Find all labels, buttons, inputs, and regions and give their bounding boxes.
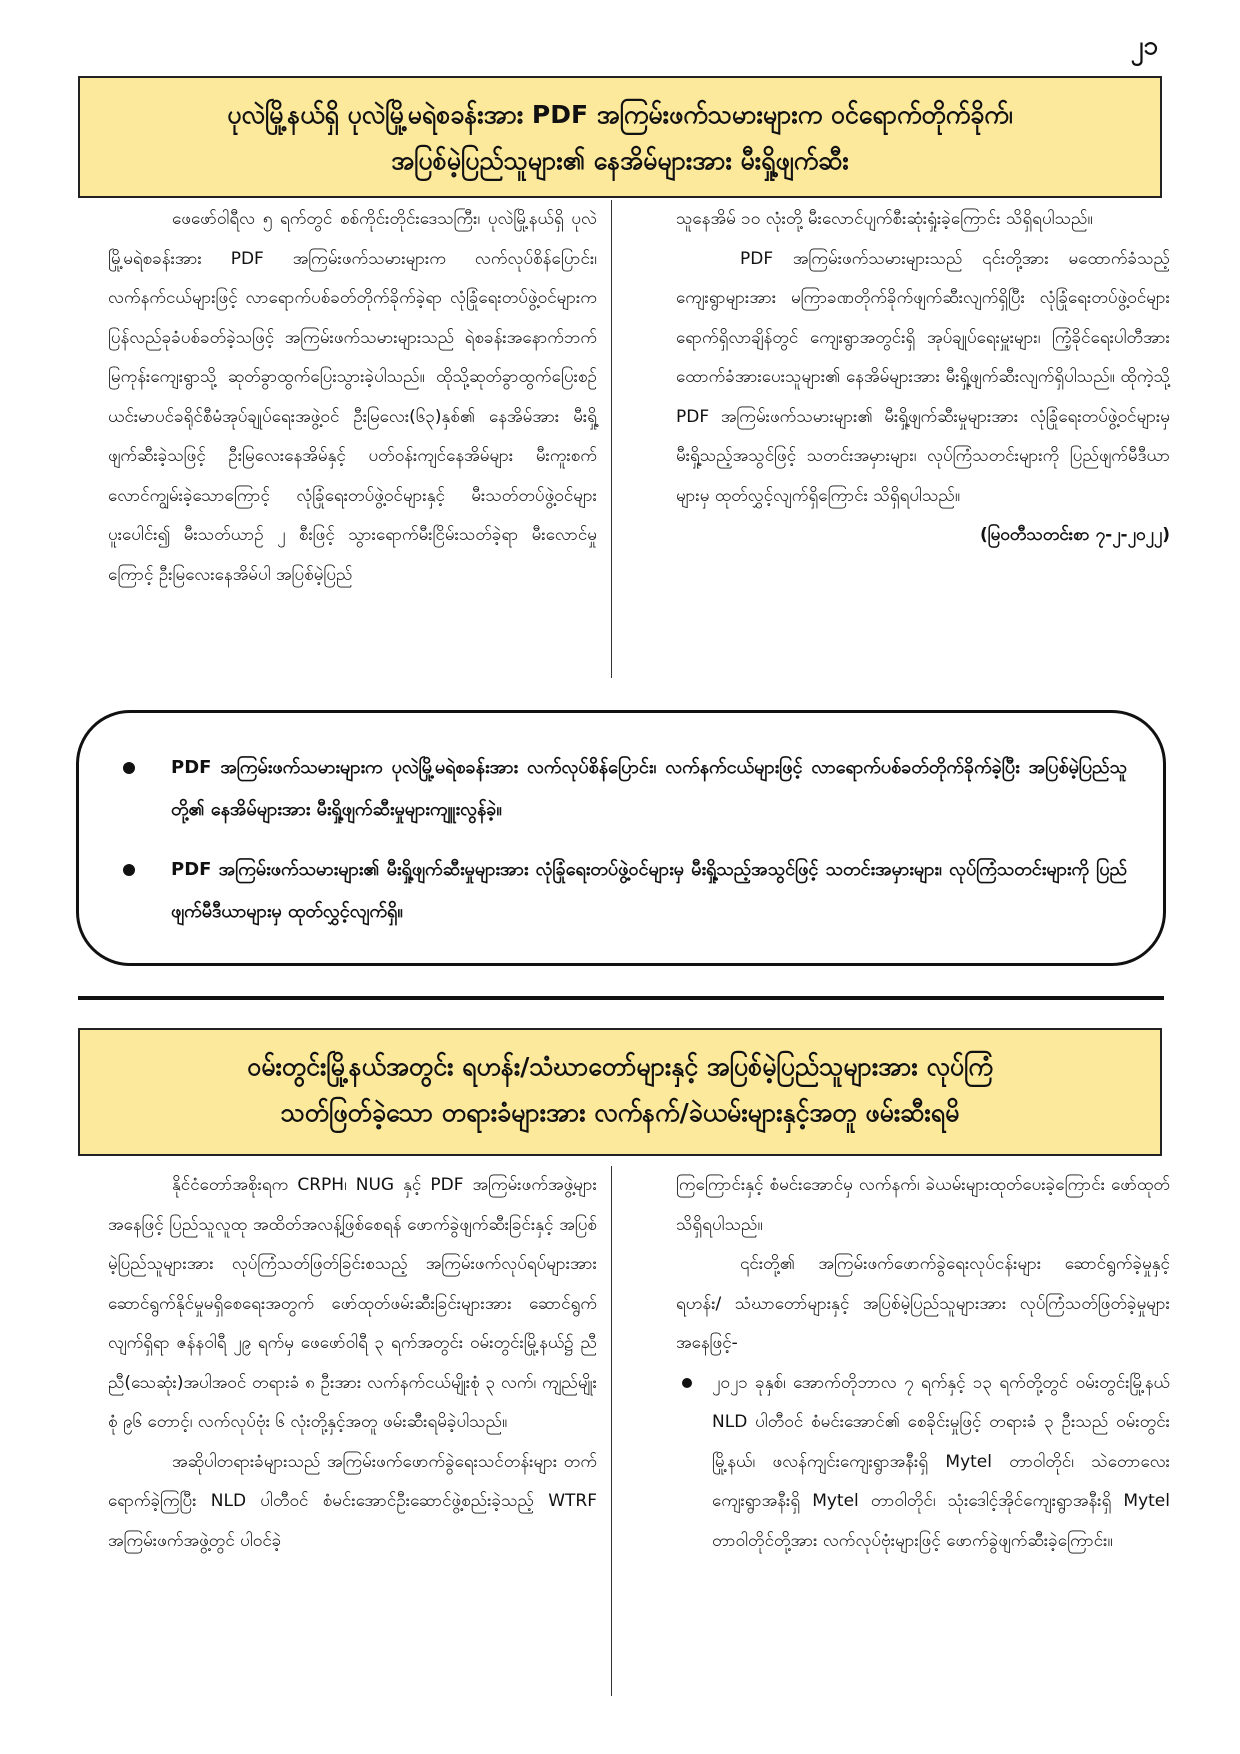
summary-item bbox=[115, 747, 1127, 831]
article2-paragraph: နိုင်ငံတော်အစိုးရက CRPH၊ NUG နှင့် PDF အကြမ်းဖက်အဖွဲ့များအနေဖြင့် ပြည်သူလူထု အထိတ်အလန့်ဖြစ်စေရန် ဖောက်ခွဲဖျက်ဆီးခြင်းနှင့် အပြစ်မဲ့ပြည်သူများအား လုပ်ကြံသတ်ဖြတ်ခြင်းစသည့် အကြမ်းဖက်လုပ်ရပ်များအား ဆောင်ရွက်နိုင်မှုမရှိစေရေးအတွက် ဖော်ထုတ်ဖမ်းဆီးခြင်းများအား ဆောင်ရွက်လျက်ရှိရာ ဇန်နဝါရီ ၂၉ ရက်မှ ဖေဖော်ဝါရီ ၃ ရက်အတွင်း ဝမ်းတွင်းမြို့နယ်၌ ညီညီ(သေဆုံး)အပါအဝင် တရားခံ ၈ ဦးအား လက်နက်ငယ်မျိုးစုံ ၃ လက်၊ ကျည်မျိုးစုံ ၉၆ တောင့်၊ လက်လုပ်ဗုံး ၆ လုံးတို့နှင့်အတူ ဖမ်းဆီးရမိခဲ့ပါသည်။ bbox=[108, 1175, 597, 1432]
article1-paragraph: ဖေဖော်ဝါရီလ ၅ ရက်တွင် စစ်ကိုင်းတိုင်းဒေသကြီး၊ ပုလဲမြို့နယ်ရှိ ပုလဲမြို့မရဲစခန်းအား PDF အကြမ်းဖက်သမားများက လက်လုပ်စိန်ပြောင်း၊ လက်နက်ငယ်များဖြင့် လာရောက်ပစ်ခတ်တိုက်ခိုက်ခဲ့ရာ လုံခြုံရေးတပ်ဖွဲ့ဝင်များက ပြန်လည်ခုခံပစ်ခတ်ခဲ့သဖြင့် အကြမ်းဖက်သမားများသည် ရဲစခန်းအနောက်ဘက် မြကုန်းကျေးရွာသို့ ဆုတ်ခွာထွက်ပြေးသွားခဲ့ပါသည်။ ထိုသို့ဆုတ်ခွာထွက်ပြေးစဉ် ယင်းမာပင်ခရိုင်စီမံအုပ်ချုပ်ရေးအဖွဲ့ဝင် ဦးမြလေး(၆၃)နှစ်၏ နေအိမ်အား မီးရှို့ဖျက်ဆီးခဲ့သဖြင့် ဦးမြလေးနေအိမ်နှင့် ပတ်ဝန်းကျင်နေအိမ်များ မီးကူးစက်လောင်ကျွမ်းခဲ့သောကြောင့် လုံခြုံရေးတပ်ဖွဲ့ဝင်များနှင့် မီးသတ်တပ်ဖွဲ့ဝင်များပူးပေါင်း၍ မီးသတ်ယာဉ် ၂ စီးဖြင့် သွားရောက်မီးငြိမ်းသတ်ခဲ့ရာ မီးလောင်မှုကြောင့် ဦးမြလေးနေအိမ်ပါ အပြစ်မဲ့ပြည် bbox=[108, 209, 597, 585]
article2-right-column bbox=[666, 1166, 1170, 1696]
article1-body bbox=[108, 200, 1170, 678]
article2-bullet-text: ၂၀၂၁ ခုနှစ်၊ အောက်တိုဘာလ ၇ ရက်နှင့် ၁၃ ရက်တို့တွင် ဝမ်းတွင်းမြို့နယ် NLD ပါတီဝင် စံမင်းအောင်၏ စေခိုင်းမှုဖြင့် တရားခံ ၃ ဦးသည် ဝမ်းတွင်းမြို့နယ်၊ ဖလန်ကျင်းကျေးရွာအနီးရှိ Mytel တာဝါတိုင်၊ သဲတောလေးကျေးရွာအနီးရှိ Mytel တာဝါတိုင်၊ သုံးဒေါင့်အိုင်ကျေးရွာအနီးရှိ Mytel တာဝါတိုင်တို့အား လက်လုပ်ဗုံးများဖြင့် ဖောက်ခွဲဖျက်ဆီးခဲ့ကြောင်း။ bbox=[712, 1372, 1170, 1551]
article1-title-line-1: ပုလဲမြို့နယ်ရှိ ပုလဲမြို့မရဲစခန်းအား PDF အကြမ်းဖက်သမားများက ဝင်ရောက်တိုက်ခိုက်၊ bbox=[227, 100, 1013, 129]
summary-item-text: PDF အကြမ်းဖက်သမားများ၏ မီးရှို့ဖျက်ဆီးမှုများအား လုံခြုံရေးတပ်ဖွဲ့ဝင်များမှ မီးရှို့သည့်အသွင်ဖြင့် သတင်းအမှားများ၊ လုပ်ကြံသတင်းများကို ပြည်ဖျက်မီဒီယာများမှ ထုတ်လွှင့်လျက်ရှိ။ bbox=[171, 859, 1127, 922]
article2-left-column bbox=[108, 1166, 612, 1696]
summary-list bbox=[115, 747, 1127, 933]
article1-left-column bbox=[108, 200, 612, 678]
article2-title-line-2: သတ်ဖြတ်ခဲ့သော တရားခံများအား လက်နက်/ခဲယမ်းများနှင့်အတူ ဖမ်းဆီးရမိ bbox=[280, 1098, 960, 1127]
bullet-icon bbox=[682, 1378, 692, 1388]
article1-paragraph: PDF အကြမ်းဖက်သမားများသည် ၎င်းတို့အား မထောက်ခံသည့် ကျေးရွာများအား မကြာခဏတိုက်ခိုက်ဖျက်ဆီးလျက်ရှိပြီး လုံခြုံရေးတပ်ဖွဲ့ဝင်များရောက်ရှိလာချိန်တွင် ကျေးရွာအတွင်းရှိ အုပ်ချုပ်ရေးမှူးများ၊ ကြံ့ခိုင်ရေးပါတီအားထောက်ခံအားပေးသူများ၏ နေအိမ်များအား မီးရှို့ဖျက်ဆီးလျက်ရှိပါသည်။ ထိုကဲ့သို့ PDF အကြမ်းဖက်သမားများ၏ မီးရှို့ဖျက်ဆီးမှုများအား လုံခြုံရေးတပ်ဖွဲ့ဝင်များမှ မီးရှို့သည့်အသွင်ဖြင့် သတင်းအမှားများ၊ လုပ်ကြံသတင်းများကို ပြည်ဖျက်မီဒီယာများမှ ထုတ်လွှင့်လျက်ရှိကြောင်း သိရှိရပါသည်။ bbox=[676, 248, 1170, 506]
article2-paragraph: ကြကြောင်းနှင့် စံမင်းအောင်မှ လက်နက်၊ ခဲယမ်းများထုတ်ပေးခဲ့ကြောင်း ဖော်ထုတ်သိရှိရပါသည်။ bbox=[676, 1175, 1170, 1235]
article1-source: (မြဝတီသတင်းစာ ၇-၂-၂၀၂၂) bbox=[979, 525, 1170, 545]
article2-title-box bbox=[78, 1028, 1162, 1156]
article2-paragraph: အဆိုပါတရားခံများသည် အကြမ်းဖက်ဖောက်ခွဲရေးသင်တန်းများ တက်ရောက်ခဲ့ကြပြီး NLD ပါတီဝင် စံမင်းအောင်ဦးဆောင်ဖွဲ့စည်းခဲ့သည့် WTRF အကြမ်းဖက်အဖွဲ့တွင် ပါဝင်ခဲ့ bbox=[108, 1451, 597, 1551]
article2-title-line-1: ဝမ်းတွင်းမြို့နယ်အတွင်း ရဟန်း/သံဃာတော်များနှင့် အပြစ်မဲ့ပြည်သူများအား လုပ်ကြံ bbox=[247, 1052, 993, 1081]
article1-right-column bbox=[666, 200, 1170, 678]
bullet-icon bbox=[123, 762, 135, 774]
article2-bullet-list bbox=[676, 1364, 1170, 1562]
article1-paragraph: သူနေအိမ် ၁၀ လုံးတို့ မီးလောင်ပျက်စီးဆုံးရှုံးခဲ့ကြောင်း သိရှိရပါသည်။ bbox=[676, 209, 1093, 229]
summary-item bbox=[115, 849, 1127, 933]
article1-title-box bbox=[78, 76, 1162, 198]
section-divider bbox=[78, 996, 1164, 1000]
summary-box bbox=[76, 710, 1166, 966]
article2-body bbox=[108, 1166, 1170, 1696]
page-number: ၂၁ bbox=[1130, 31, 1158, 61]
article2-bullet-item bbox=[676, 1364, 1170, 1562]
article2-paragraph: ၎င်းတို့၏ အကြမ်းဖက်ဖောက်ခွဲရေးလုပ်ငန်းများ ဆောင်ရွက်ခဲ့မှုနှင့် ရဟန်း/ သံဃာတော်များနှင့် အပြစ်မဲ့ပြည်သူများအား လုပ်ကြံသတ်ဖြတ်ခဲ့မှုများအနေဖြင့်- bbox=[676, 1254, 1170, 1353]
summary-item-text: PDF အကြမ်းဖက်သမားများက ပုလဲမြို့မရဲစခန်းအား လက်လုပ်စိန်ပြောင်း၊ လက်နက်ငယ်များဖြင့် လာရောက်ပစ်ခတ်တိုက်ခိုက်ခဲ့ပြီး အပြစ်မဲ့ပြည်သူတို့၏ နေအိမ်များအား မီးရှို့ဖျက်ဆီးမှုများကျူးလွန်ခဲ့။ bbox=[171, 757, 1127, 820]
bullet-icon bbox=[123, 864, 135, 876]
article1-title-line-2: အပြစ်မဲ့ပြည်သူများ၏ နေအိမ်များအား မီးရှို့ဖျက်ဆီး bbox=[391, 146, 849, 175]
